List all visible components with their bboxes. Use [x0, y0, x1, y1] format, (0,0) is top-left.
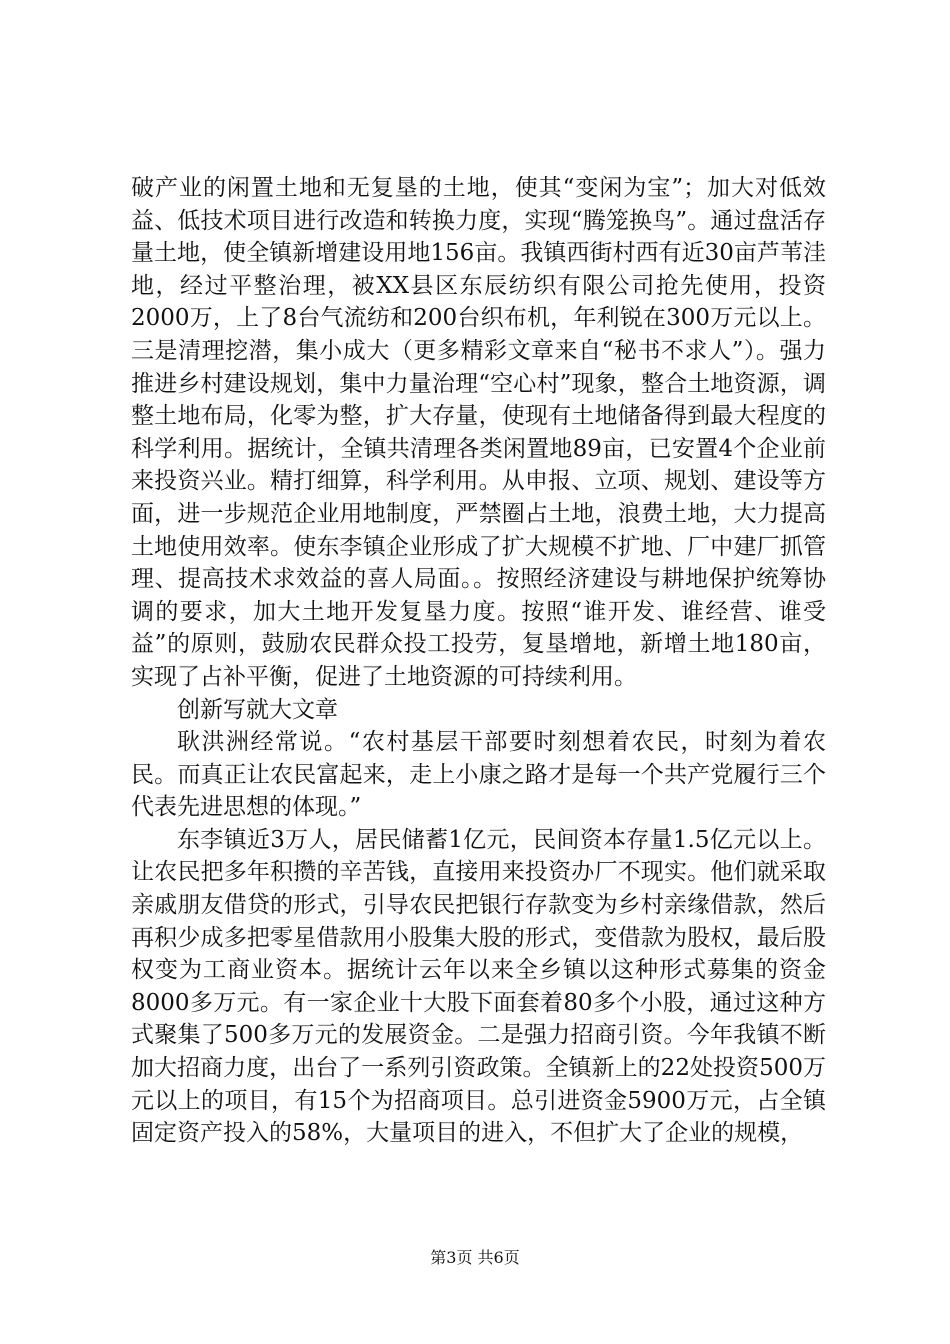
paragraph-land-reuse: 破产业的闲置土地和无复垦的土地，使其“变闲为宝”；加大对低效益、低技术项目进行改造和转换力度，实现“腾笼换鸟”。通过盘活存量土地，使全镇新增建设用地156亩。我镇西街村西有近30亩芦苇洼地，经过平整治理，被XX县区东辰纺织有限公司抢先使用，投资2000万，上了8台气流纺和200台织布机，年利锐在300万元以上。三是清理挖潜，集小成大（更多精彩文章来自“秘书不求人”）。强力推进乡村建设规划，集中力量治理“空心村”现象，整合土地资源，调整土地布局，化零为整，扩大存量，使现有土地储备得到最大程度的科学利用。据统计，全镇共清理各类闲置地89亩，已安置4个企业前来投资兴业。精打细算，科学利用。从申报、立项、规划、建设等方面，进一步规范企业用地制度，严禁圈占土地，浪费土地，大力提高土地使用效率。使东李镇企业形成了扩大规模不扩地、厂中建厂抓管理、提高技术求效益的喜人局面。。按照经济建设与耕地保护统筹协调的要求，加大土地开发复垦力度。按照“谁开发、谁经营、谁受益”的原则，鼓励农民群众投工投劳，复垦增地，新增土地180亩，实现了占补平衡，促进了土地资源的可持续利用。	[131, 175, 826, 690]
paragraph-quote: 耿洪洲经常说。“农村基层干部要时刻想着农民，时刻为着农民。而真正让农民富起来，走上小康之路才是每一个共产党履行三个代表先进思想的体现。”	[131, 729, 826, 821]
page-number-footer: 第3页 共6页	[430, 1248, 520, 1267]
paragraph-capital: 东李镇近3万人，居民储蓄1亿元，民间资本存量1.5亿元以上。让农民把多年积攒的辛苦钱，直接用来投资办厂不现实。他们就采取亲戚朋友借贷的形式，引导农民把银行存款变为乡村亲缘借款，然后再积少成多把零星借款用小股集大股的形式，变借款为股权，最后股权变为工商业资本。据统计云年以来全乡镇以这种形式募集的资金8000多万元。有一家企业十大股下面套着80多个小股，通过这种方式聚集了500多万元的发展资金。二是强力招商引资。今年我镇不断加大招商力度，出台了一系列引资政策。全镇新上的22处投资500万元以上的项目，有15个为招商项目。总引进资金5900万元，占全镇固定资产投入的58%，大量项目的进入，不但扩大了企业的规模，	[131, 826, 826, 1147]
body-text	[131, 172, 826, 1150]
section-heading: 创新写就大文章	[177, 696, 338, 723]
